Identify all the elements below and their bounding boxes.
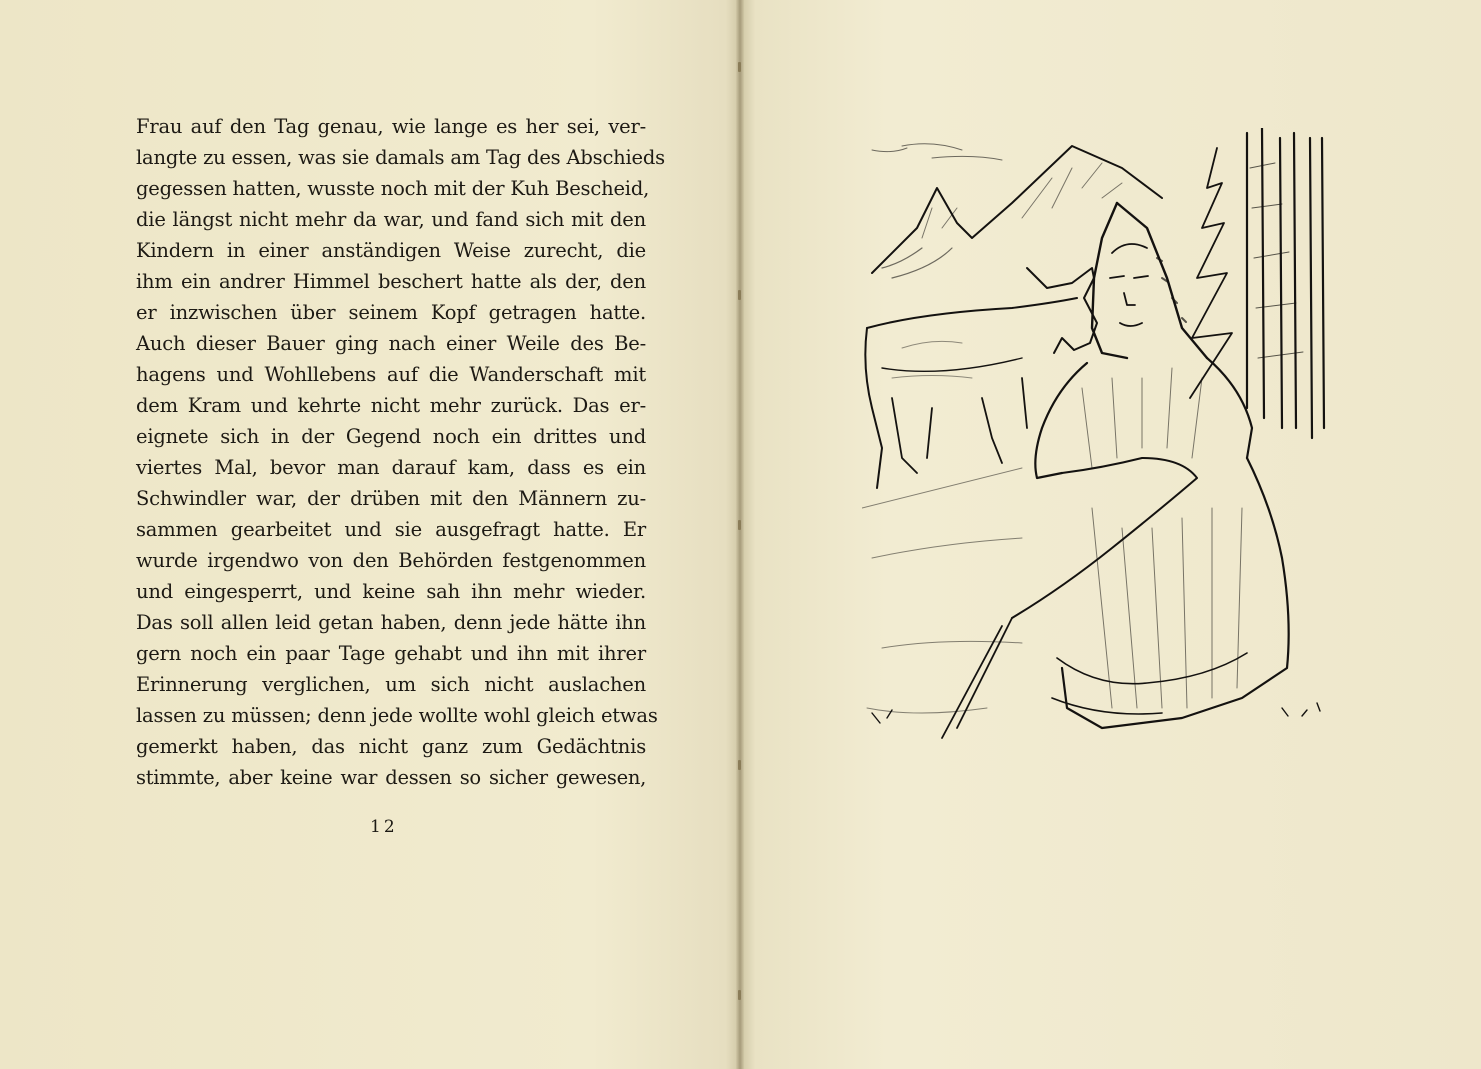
text-line: Das soll allen leid getan haben, denn jede hätte ihn xyxy=(136,611,646,634)
cow-belly xyxy=(882,358,1022,371)
woman-face xyxy=(1110,244,1148,326)
text-line: Erinnerung verglichen, um sich nicht auslachen xyxy=(136,673,646,696)
ground-strokes xyxy=(862,468,1022,713)
text-line: eignete sich in der Gegend noch ein drittes und xyxy=(136,425,646,448)
text-line: gemerkt haben, das nicht ganz zum Gedächtnis xyxy=(136,735,646,758)
headscarf-left xyxy=(1092,203,1127,358)
dress-hatching xyxy=(1082,368,1242,708)
cow-legs xyxy=(892,378,1027,473)
sky-scribble xyxy=(872,144,1002,160)
left-page xyxy=(0,0,738,1069)
text-line: Kindern in einer anständigen Weise zurecht, die xyxy=(136,239,646,262)
cow-rump xyxy=(865,328,882,488)
mountain-hatching xyxy=(922,163,1122,238)
text-line: viertes Mal, bevor man darauf kam, dass es ein xyxy=(136,456,646,479)
text-line: gegessen hatten, wusste noch mit der Kuh Bescheid, xyxy=(136,177,650,200)
cow-back xyxy=(867,298,1077,328)
text-line: wurde irgendwo von den Behörden festgenommen xyxy=(136,549,646,572)
text-line: er inzwischen über seinem Kopf getragen hatte. xyxy=(136,301,646,324)
woman-and-cow-illustration xyxy=(862,128,1332,750)
woman-shoes xyxy=(1052,653,1247,714)
woman-arm xyxy=(1012,458,1197,618)
binding-stitch xyxy=(738,62,741,72)
woman-shoulder xyxy=(1035,363,1087,478)
text-line: stimmte, aber keine war dessen so sicher gewesen, xyxy=(136,766,646,789)
text-line: Auch dieser Bauer ging nach einer Weile des Be- xyxy=(136,332,646,355)
text-line: hagens und Wohllebens auf die Wanderschaft mit xyxy=(136,363,646,386)
tree-trunks xyxy=(1247,128,1324,438)
text-line: langte zu essen, was sie damals am Tag des Abschieds xyxy=(136,146,665,169)
text-line: die längst nicht mehr da war, und fand sich mit den xyxy=(136,208,646,231)
woman-back xyxy=(1207,358,1252,458)
walking-stick xyxy=(942,618,1012,738)
cow-shading xyxy=(892,341,972,378)
text-line: Schwindler war, der drüben mit den Männern zu- xyxy=(136,487,646,510)
text-line: ihm ein andrer Himmel beschert hatte als der, den xyxy=(136,270,646,293)
text-line: gern noch ein paar Tage gehabt und ihn mit ihrer xyxy=(136,642,646,665)
text-line: lassen zu müssen; denn jede wollte wohl gleich etwas xyxy=(136,704,658,727)
binding-stitch xyxy=(738,290,741,300)
text-line: sammen gearbeitet und sie ausgefragt hatte. Er xyxy=(136,518,646,541)
binding-stitch xyxy=(738,520,741,530)
binding-stitch xyxy=(738,760,741,770)
page-number: 12 xyxy=(370,817,398,837)
cow-head xyxy=(1027,268,1097,353)
text-line: dem Kram und kehrte nicht mehr zurück. Das er- xyxy=(136,394,646,417)
binding-stitch xyxy=(738,990,741,1000)
text-line: und eingesperrt, und keine sah ihn mehr wieder. xyxy=(136,580,646,603)
woman-skirt xyxy=(1062,458,1289,728)
body-text xyxy=(136,111,665,793)
mountain-outline xyxy=(872,146,1162,273)
text-line: Frau auf den Tag genau, wie lange es her sei, ver- xyxy=(136,115,646,138)
